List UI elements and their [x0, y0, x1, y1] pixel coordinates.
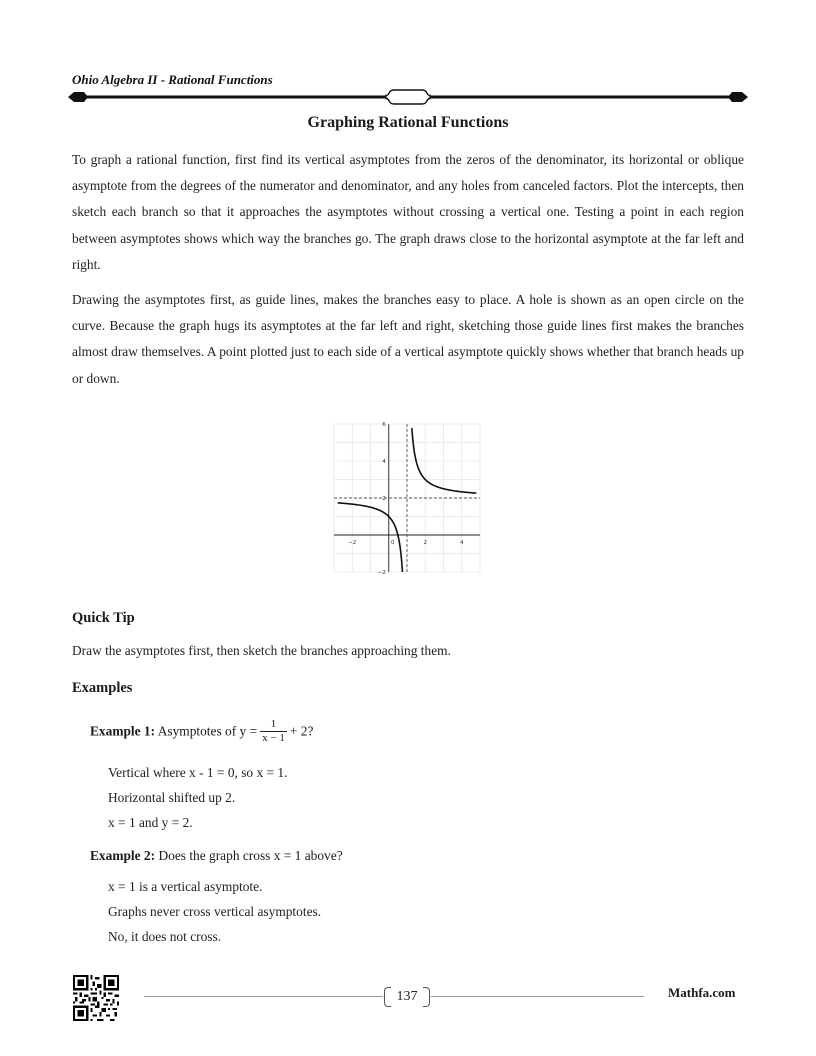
example-1-step-1: Vertical where x - 1 = 0, so x = 1.: [108, 765, 288, 780]
example-1-label: Example 1:: [90, 723, 156, 739]
page-number: 137: [383, 986, 431, 1008]
examples-heading: Examples: [72, 680, 133, 696]
x-tick-label: 0: [391, 540, 395, 546]
example-2-text: Does the graph cross x = 1 above?: [158, 848, 343, 863]
example-2-label: Example 2:: [90, 848, 156, 863]
left-branch: [338, 503, 403, 572]
intro-paragraph: To graph a rational function, first find its vertical asymptotes from the zeros of the denominator, its horizontal or oblique asymptote from the degrees of the numerator and denominator, and any holes from canceled factors. Plot the intercepts, then sketch each branch so that it approaches the asymptotes without crossing a vertical one. Testing a point in each region between asymptotes shows which way the branches go. The graph draws close to the horizontal asymptote at the far left and right.: [72, 152, 744, 272]
fraction-denominator: x − 1: [262, 732, 285, 744]
example-1-question: [90, 719, 313, 746]
example-1-suffix: + 2?: [289, 723, 314, 739]
example-1-fraction: [260, 718, 287, 745]
y-tick-label: 4: [382, 459, 386, 465]
quick-tip-heading: Quick Tip: [72, 610, 135, 626]
example-2-step-1: x = 1 is a vertical asymptote.: [108, 879, 263, 894]
y-tick-label: 6: [382, 422, 386, 428]
second-paragraph: Drawing the asymptotes first, as guide lines, makes the branches easy to place. A hole is shown as an open circle on the curve. Because the graph hugs its asymptotes at the far left and right, sketching those guide lines first makes the branches almost draw themselves. A point plotted just to each side of a vertical asymptote quickly shows whether that branch heads up or down.: [72, 292, 744, 386]
example-2-step-2: Graphs never cross vertical asymptotes.: [108, 904, 322, 919]
rational-function-graph: [330, 420, 484, 576]
example-2-step-3: No, it does not cross.: [108, 929, 222, 944]
y-tick-label: 2: [382, 496, 386, 502]
fraction-numerator: 1: [270, 718, 277, 730]
example-1-step-3: x = 1 and y = 2.: [108, 815, 193, 830]
quick-tip-text: Draw the asymptotes first, then sketch the branches approaching them.: [72, 643, 451, 658]
running-title: Ohio Algebra II - Rational Functions: [72, 72, 273, 87]
x-tick-label: 4: [460, 540, 464, 546]
example-1-prefix: Asymptotes of y =: [157, 723, 258, 739]
header-ornament-rule: [68, 88, 748, 106]
x-tick-label: 2: [423, 540, 427, 546]
y-tick-label: −2: [377, 570, 386, 576]
site-name: Mathfa.com: [668, 985, 736, 1000]
x-tick-label: −2: [348, 540, 357, 546]
page-title: Graphing Rational Functions: [307, 114, 509, 131]
example-1-step-2: Horizontal shifted up 2.: [108, 790, 236, 805]
qr-code-icon: [73, 975, 119, 1021]
example-2-question: [90, 848, 343, 864]
